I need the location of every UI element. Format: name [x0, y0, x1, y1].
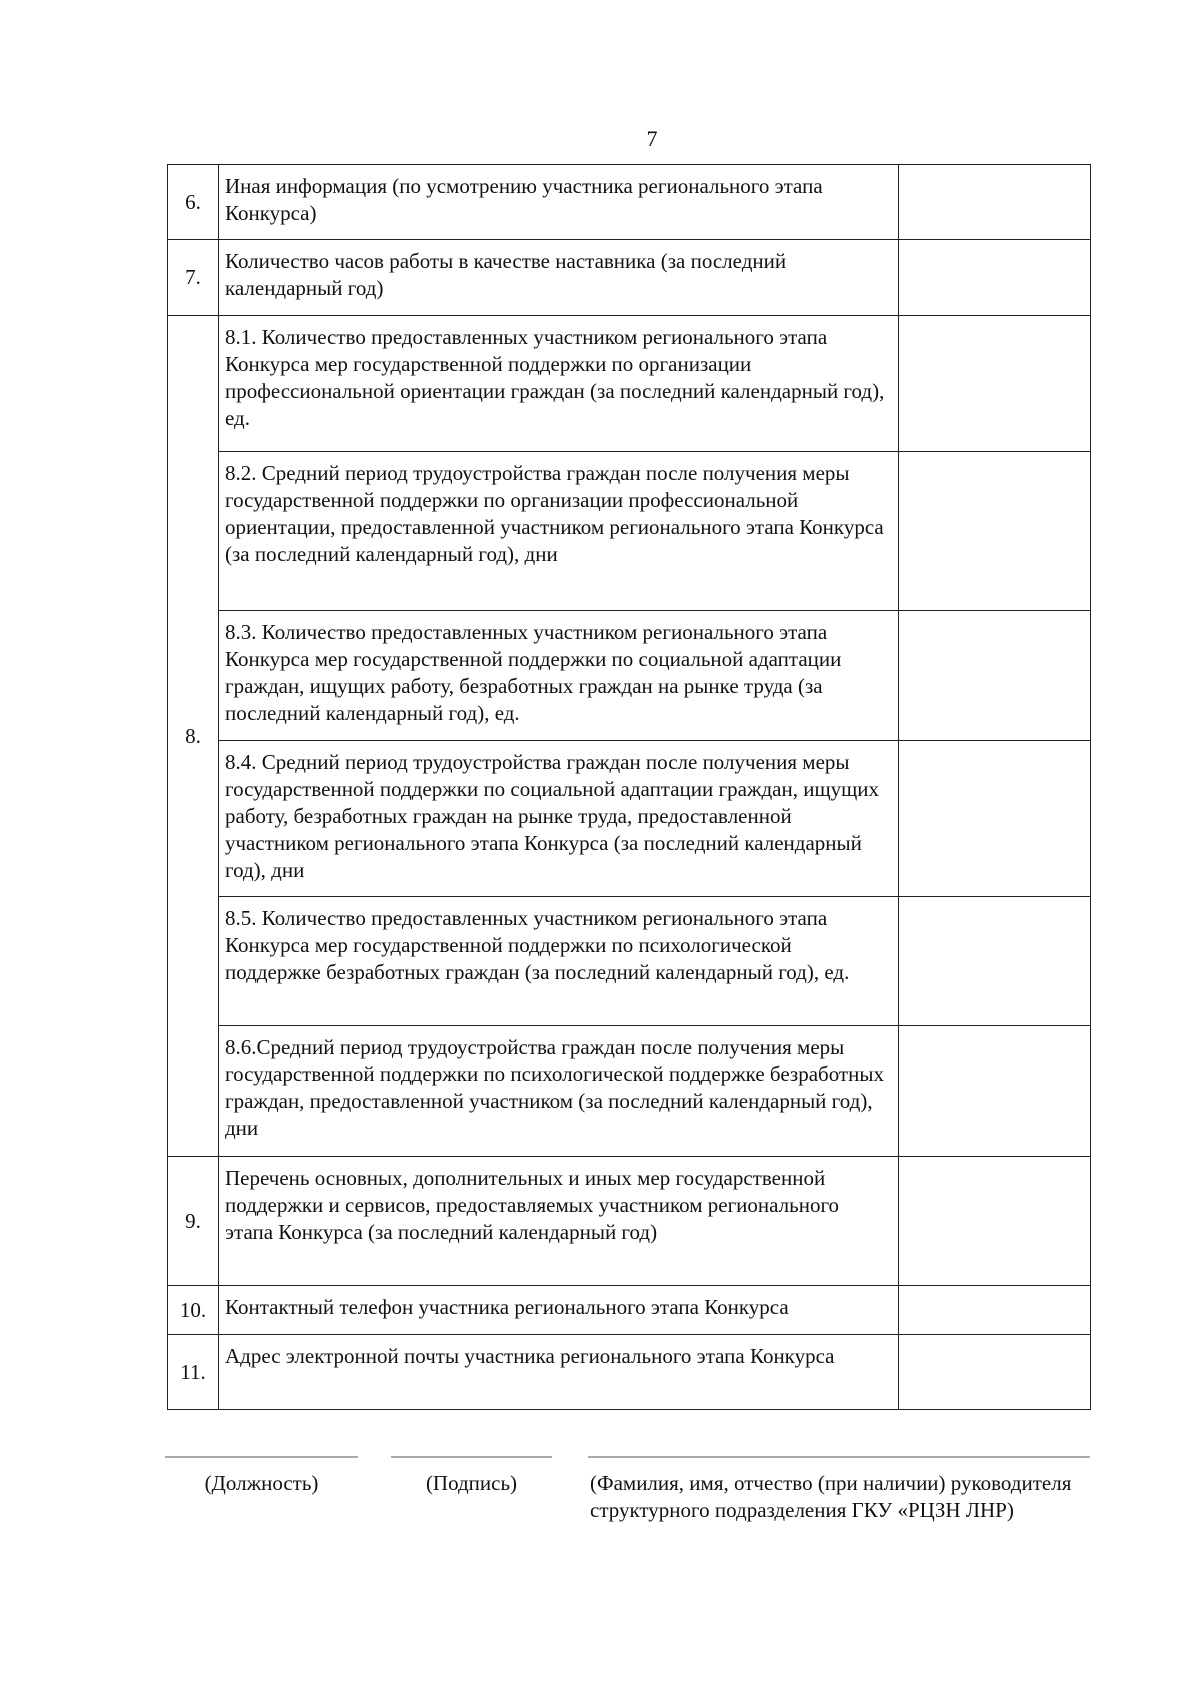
answer-cell[interactable]	[899, 1286, 1091, 1335]
position-signature-line[interactable]	[165, 1456, 358, 1458]
row-description: Перечень основных, дополнительных и иных мер государственной поддержки и сервисов, предоставляемых участником регионального этапа Конкурса (за последний календарный год)	[219, 1157, 899, 1286]
table-row	[168, 165, 1091, 240]
signature-line[interactable]	[391, 1456, 552, 1458]
table-row	[168, 741, 1091, 897]
subrow-description: 8.1. Количество предоставленных участником регионального этапа Конкурса мер государственной поддержки по организации профессиональной ориентации граждан (за последний календарный год), ед.	[219, 316, 899, 452]
table-row	[168, 897, 1091, 1026]
answer-cell[interactable]	[899, 1026, 1091, 1157]
table-row	[168, 1335, 1091, 1410]
answer-cell[interactable]	[899, 316, 1091, 452]
row-description: Иная информация (по усмотрению участника регионального этапа Конкурса)	[219, 165, 899, 240]
answer-cell[interactable]	[899, 240, 1091, 316]
page-number: 7	[646, 126, 658, 151]
name-signature-line[interactable]	[588, 1456, 1090, 1458]
row-number: 8.	[168, 316, 219, 1157]
row-number: 10.	[168, 1286, 219, 1335]
answer-cell[interactable]	[899, 452, 1091, 611]
name-label: (Фамилия, имя, отчество (при наличии) руководителя структурного подразделения ГКУ «РЦЗН ЛНР)	[590, 1471, 1072, 1522]
subrow-description: 8.4. Средний период трудоустройства граждан после получения меры государственной поддержки по социальной адаптации граждан, ищущих работу, безработных граждан на рынке труда, предоставленной участником регионального этапа Конкурса (за последний календарный год), дни	[219, 741, 899, 897]
answer-cell[interactable]	[899, 611, 1091, 741]
answer-cell[interactable]	[899, 165, 1091, 240]
row-number: 6.	[168, 165, 219, 240]
table-row	[168, 1026, 1091, 1157]
row-number: 7.	[168, 240, 219, 316]
table-row	[168, 1286, 1091, 1335]
signature-label: (Подпись)	[425, 1471, 518, 1495]
subrow-description: 8.3. Количество предоставленных участником регионального этапа Конкурса мер государственной поддержки по социальной адаптации граждан, ищущих работу, безработных граждан на рынке труда (за последний календарный год), ед.	[219, 611, 899, 741]
subrow-description: 8.2. Средний период трудоустройства граждан после получения меры государственной поддержки по организации профессиональной ориентации, предоставленной участником регионального этапа Конкурса (за последний календарный год), дни	[219, 452, 899, 611]
position-label: (Должность)	[204, 1471, 319, 1495]
table-row	[168, 316, 1091, 452]
answer-cell[interactable]	[899, 1335, 1091, 1410]
table-row	[168, 240, 1091, 316]
table-row	[168, 1157, 1091, 1286]
answer-cell[interactable]	[899, 897, 1091, 1026]
subrow-description: 8.6.Средний период трудоустройства граждан после получения меры государственной поддержки по психологической поддержке безработных граждан, предоставленной участником (за последний календарный год), дни	[219, 1026, 899, 1157]
row-number: 9.	[168, 1157, 219, 1286]
row-number: 11.	[168, 1335, 219, 1410]
row-description: Контактный телефон участника регионального этапа Конкурса	[219, 1286, 899, 1335]
questionnaire-table	[167, 164, 1091, 1410]
answer-cell[interactable]	[899, 741, 1091, 897]
answer-cell[interactable]	[899, 1157, 1091, 1286]
subrow-description: 8.5. Количество предоставленных участником регионального этапа Конкурса мер государственной поддержки по психологической поддержке безработных граждан (за последний календарный год), ед.	[219, 897, 899, 1026]
row-description: Адрес электронной почты участника регионального этапа Конкурса	[219, 1335, 899, 1410]
table-row	[168, 452, 1091, 611]
row-description: Количество часов работы в качестве наставника (за последний календарный год)	[219, 240, 899, 316]
table-row	[168, 611, 1091, 741]
